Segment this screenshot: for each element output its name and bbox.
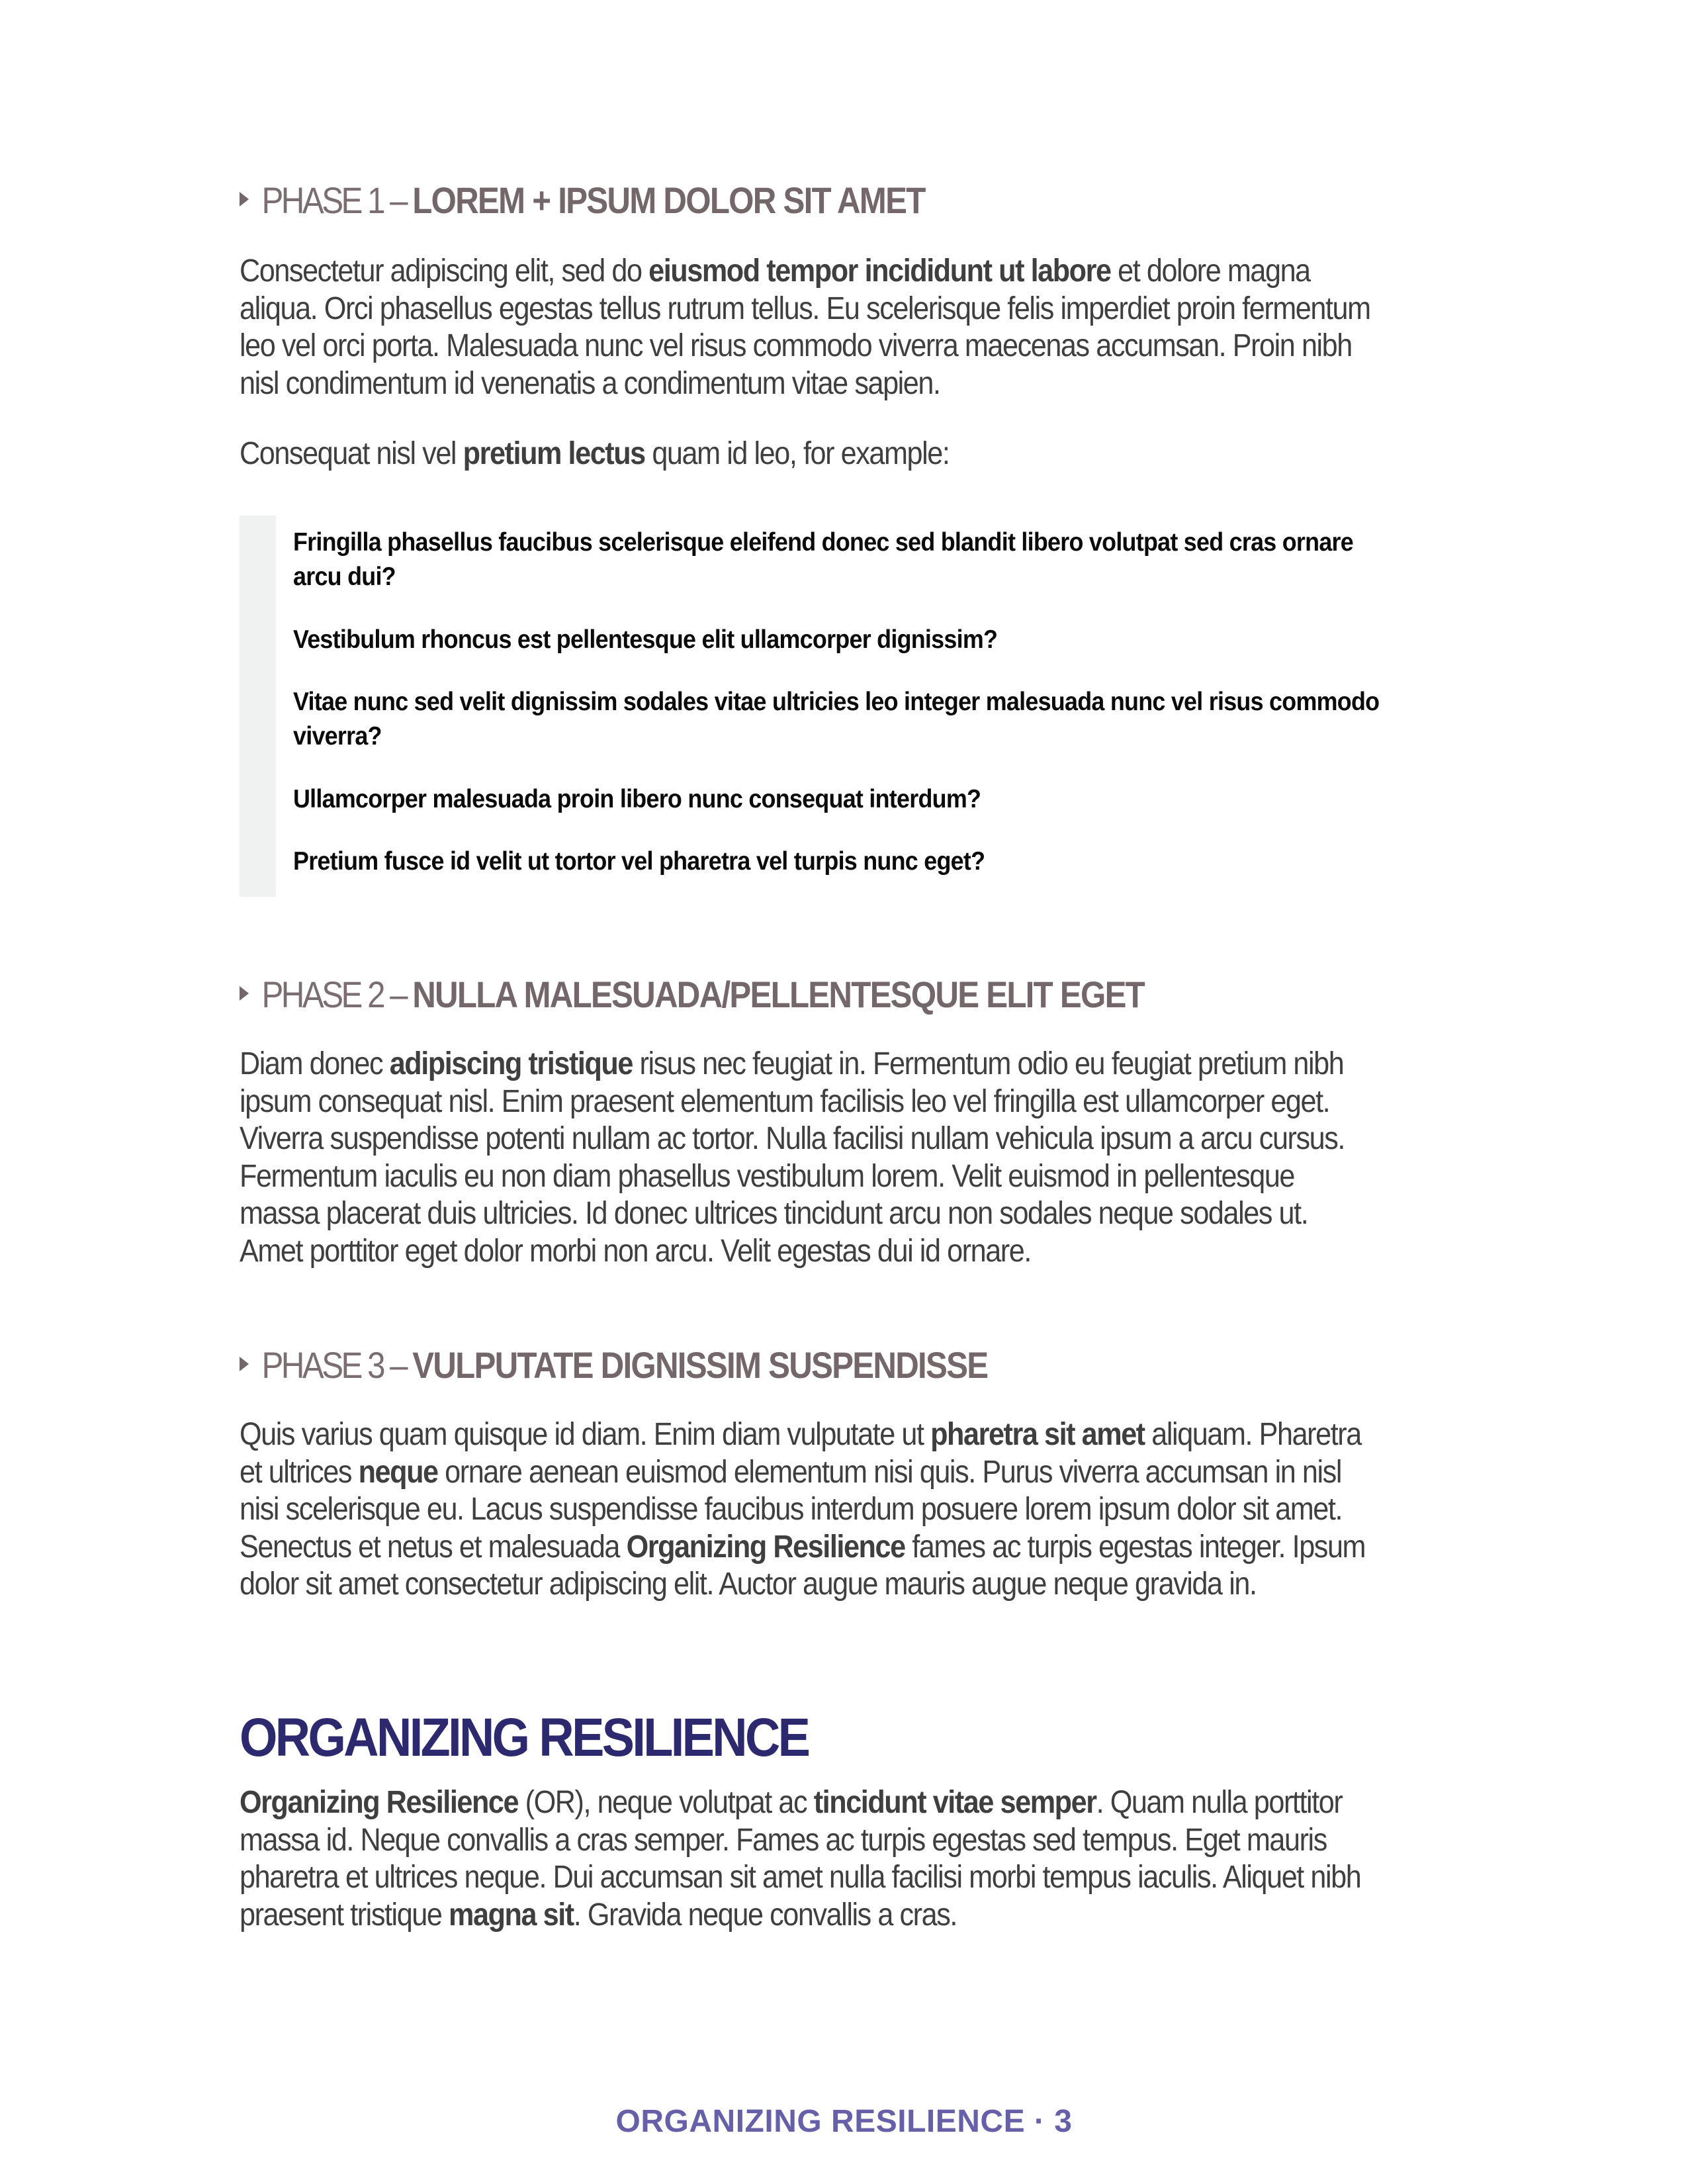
- triangle-bullet-icon: [240, 192, 249, 206]
- text-run: Consectetur adipiscing elit, sed do: [240, 253, 649, 289]
- section-paragraph: [240, 1784, 1371, 1934]
- phase-3-title: VULPUTATE DIGNISSIM SUSPENDISSE: [412, 1344, 988, 1386]
- phase-1-heading: [240, 177, 925, 224]
- bold-run: adipiscing tristique: [389, 1046, 633, 1081]
- phase-3-heading: [240, 1342, 987, 1388]
- bold-run: Organizing Resilience: [626, 1529, 905, 1565]
- text-run: Diam donec: [240, 1046, 390, 1081]
- bold-run: pretium lectus: [463, 436, 645, 471]
- question-item: Ullamcorper malesuada proin libero nunc consequat interdum?: [293, 785, 981, 813]
- bold-run: Organizing Resilience: [240, 1785, 519, 1820]
- page-footer: ORGANIZING RESILIENCE · 3: [615, 2104, 1073, 2139]
- phase-3-paragraph: [240, 1416, 1371, 1604]
- bold-run: tincidunt vitae semper: [813, 1785, 1096, 1820]
- text-run: risus nec feugiat in. Fermentum odio eu feugiat pretium nibh ipsum consequat nisl. Enim praesent elementum facilisis leo vel fringilla est ullamcorper eget. Viverra suspendisse potenti nullam ac tortor. Nulla facilisi nullam vehicula ipsum a arcu cursus. Fermentum iaculis eu non diam phasellus vestibulum lorem. Velit euismod in pellentesque massa placerat duis ultricies. Id donec ultrices tincidunt arcu non sodales neque sodales ut. Amet porttitor eget dolor morbi non arcu. Velit egestas dui id ornare.: [240, 1046, 1345, 1269]
- bold-run: eiusmod tempor incididunt ut labore: [648, 253, 1111, 289]
- text-run: quam id leo, for example:: [644, 436, 950, 471]
- phase-3-label: PHASE 3 –: [261, 1344, 413, 1386]
- phase-2-heading: [240, 972, 1144, 1018]
- triangle-bullet-icon: [240, 1357, 249, 1371]
- question-item: Pretium fusce id velit ut tortor vel pharetra vel turpis nunc eget?: [293, 847, 985, 876]
- question-item: Fringilla phasellus faucibus scelerisque eleifend donec sed blandit libero volutpat sed cras ornare arcu dui?: [293, 528, 1354, 591]
- text-run: fames ac turpis egestas integer. Ipsum dolor sit amet consectetur adipiscing elit. Auctor augue mauris augue neque gravida in.: [240, 1529, 1366, 1602]
- text-run: et dolore magna aliqua. Orci phasellus egestas tellus rutrum tellus. Eu scelerisque felis imperdiet proin fermentum leo vel orci porta. Malesuada nunc vel risus commodo viverra maecenas accumsan. Proin nibh nisl condimentum id venenatis a condimentum vitae sapien.: [240, 253, 1370, 401]
- text-run: aliquam. Pharetra et ultrices: [240, 1417, 1361, 1490]
- text-run: . Quam nulla porttitor massa id. Neque convallis a cras semper. Fames ac turpis egestas sed tempus. Eget mauris pharetra et ultrices neque. Dui accumsan sit amet nulla facilisi morbi tempus iaculis. Aliquet nibh praesent tristique: [240, 1785, 1361, 1933]
- blockquote-bar: [240, 516, 276, 897]
- bold-run: magna sit: [449, 1897, 574, 1933]
- bold-run: pharetra sit amet: [930, 1417, 1145, 1452]
- text-run: Consequat nisl vel: [240, 436, 463, 471]
- text-run: . Gravida neque convallis a cras.: [573, 1897, 957, 1933]
- phase-2-paragraph: [240, 1046, 1371, 1270]
- bold-run: neque: [358, 1454, 438, 1490]
- phase-1-paragraph: [240, 253, 1371, 402]
- question-item: Vitae nunc sed velit dignissim sodales vitae ultricies leo integer malesuada nunc vel risus commodo viverra?: [293, 688, 1380, 751]
- phase-1-label: PHASE 1 –: [261, 179, 413, 221]
- question-item: Vestibulum rhoncus est pellentesque elit ullamcorper dignissim?: [293, 625, 998, 654]
- text-run: Quis varius quam quisque id diam. Enim diam vulputate ut: [240, 1417, 931, 1452]
- text-run: ornare aenean euismod elementum nisi quis. Purus viverra accumsan in nisl nisi scelerisque eu. Lacus suspendisse faucibus interdum posuere lorem ipsum dolor sit amet. Senectus et netus et malesuada: [240, 1454, 1343, 1565]
- text-run: (OR), neque volutpat ac: [518, 1785, 814, 1820]
- section-title: ORGANIZING RESILIENCE: [240, 1707, 809, 1768]
- triangle-bullet-icon: [240, 986, 249, 1001]
- phase-1-intro-paragraph: [240, 435, 1371, 473]
- phase-1-title: LOREM + IPSUM DOLOR SIT AMET: [412, 179, 925, 221]
- phase-2-label: PHASE 2 –: [261, 974, 413, 1015]
- phase-2-title: NULLA MALESUADA/PELLENTESQUE ELIT EGET: [412, 974, 1145, 1015]
